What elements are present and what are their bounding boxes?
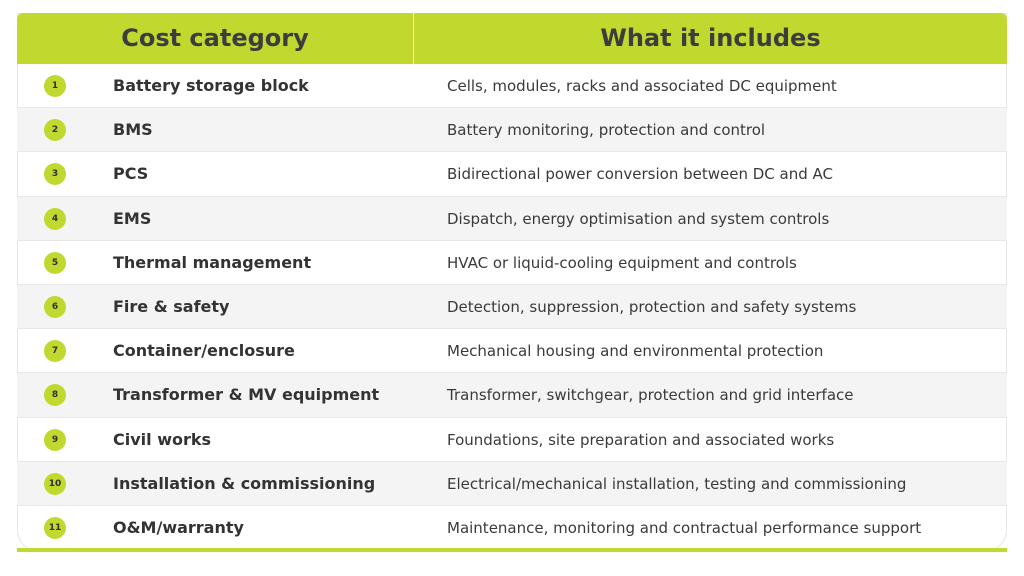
- cost-category-cell: EMS: [113, 208, 152, 228]
- table-row: [17, 329, 1007, 373]
- row-number-badge: 8: [44, 384, 66, 406]
- table-row: [17, 418, 1007, 462]
- table-row: [17, 152, 1007, 196]
- table-row: [17, 64, 1007, 108]
- table-row: [17, 241, 1007, 285]
- includes-cell: Cells, modules, racks and associated DC equipment: [447, 77, 837, 95]
- row-number-badge: 9: [44, 429, 66, 451]
- row-number-badge: 11: [44, 517, 66, 539]
- row-number-badge: 6: [44, 296, 66, 318]
- cost-category-cell: Fire & safety: [113, 296, 230, 316]
- row-number-badge: 10: [44, 473, 66, 495]
- table-header: [17, 13, 1007, 64]
- row-number-badge: 1: [44, 75, 66, 97]
- table-row: [17, 373, 1007, 417]
- row-number-badge: 3: [44, 163, 66, 185]
- cost-category-cell: O&M/warranty: [113, 517, 244, 537]
- includes-cell: Maintenance, monitoring and contractual performance support: [447, 518, 922, 537]
- includes-cell: Battery monitoring, protection and control: [447, 121, 766, 140]
- header-what-it-includes: What it includes: [600, 24, 821, 52]
- includes-cell: Detection, suppression, protection and safety systems: [447, 297, 857, 316]
- includes-cell: Bidirectional power conversion between DC and AC: [447, 165, 833, 184]
- includes-cell: Electrical/mechanical installation, testing and commissioning: [447, 474, 907, 493]
- cost-category-cell: BMS: [113, 120, 153, 140]
- includes-cell: HVAC or liquid-cooling equipment and controls: [447, 253, 797, 272]
- includes-cell: Mechanical housing and environmental protection: [447, 342, 824, 361]
- cost-category-cell: PCS: [113, 164, 149, 184]
- cost-category-cell: Battery storage block: [113, 76, 309, 95]
- cost-category-cell: Installation & commissioning: [113, 473, 376, 493]
- row-number-badge: 4: [44, 208, 66, 230]
- includes-cell: Dispatch, energy optimisation and system controls: [447, 209, 830, 228]
- cost-table: [17, 13, 1007, 552]
- cost-category-cell: Container/enclosure: [113, 341, 295, 361]
- table-row: [17, 462, 1007, 506]
- bottom-accent-bar: [17, 548, 1007, 552]
- header-cost-category: Cost category: [121, 24, 309, 52]
- includes-cell: Foundations, site preparation and associated works: [447, 430, 835, 449]
- row-number-badge: 2: [44, 119, 66, 141]
- table-body: [17, 64, 1007, 550]
- row-number-badge: 5: [44, 252, 66, 274]
- table-row: [17, 506, 1007, 550]
- cost-category-cell: Civil works: [113, 429, 212, 449]
- cost-category-cell: Transformer & MV equipment: [113, 385, 380, 405]
- table-row: [17, 285, 1007, 329]
- row-number-badge: 7: [44, 340, 66, 362]
- includes-cell: Transformer, switchgear, protection and grid interface: [447, 386, 854, 405]
- table-row: [17, 197, 1007, 241]
- table-row: [17, 108, 1007, 152]
- cost-category-cell: Thermal management: [113, 252, 312, 272]
